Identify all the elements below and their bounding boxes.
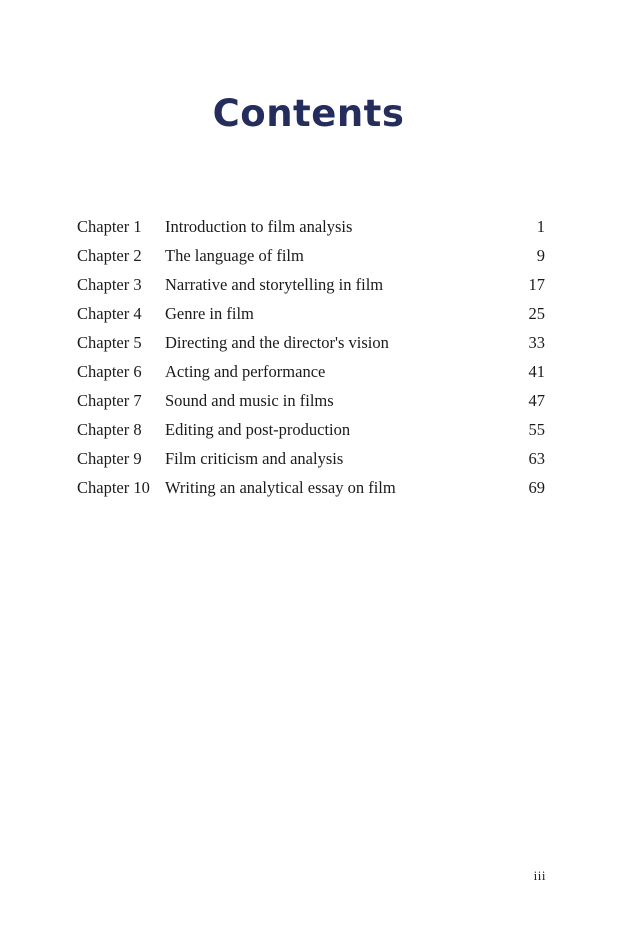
toc-chapter-label: Chapter 7 bbox=[77, 391, 142, 410]
toc-chapter-label: Chapter 9 bbox=[77, 449, 142, 468]
list-item[interactable] bbox=[77, 386, 545, 415]
toc-entry-title: Genre in film bbox=[165, 304, 254, 323]
toc-page-number: 1 bbox=[536, 217, 545, 236]
toc-chapter-label: Chapter 8 bbox=[77, 420, 142, 439]
list-item[interactable] bbox=[77, 473, 545, 502]
list-item[interactable] bbox=[77, 212, 545, 241]
toc-page-number: 69 bbox=[528, 478, 545, 497]
toc-entry-title: Directing and the director's vision bbox=[165, 333, 389, 352]
toc-page-number: 33 bbox=[528, 333, 545, 352]
toc-entry-title: Film criticism and analysis bbox=[165, 449, 344, 468]
toc-page-number: 25 bbox=[528, 304, 545, 323]
toc-entry-title: The language of film bbox=[165, 246, 304, 265]
toc-chapter-label: Chapter 4 bbox=[77, 304, 142, 323]
toc-page-number: 47 bbox=[528, 391, 545, 410]
table-of-contents bbox=[77, 212, 545, 502]
toc-entry-title: Introduction to film analysis bbox=[165, 217, 353, 236]
toc-chapter-label: Chapter 6 bbox=[77, 362, 142, 381]
toc-page-number: 63 bbox=[528, 449, 545, 468]
toc-entry-title: Acting and performance bbox=[165, 362, 326, 381]
list-item[interactable] bbox=[77, 357, 545, 386]
toc-page-number: 55 bbox=[528, 420, 545, 439]
toc-chapter-label: Chapter 5 bbox=[77, 333, 142, 352]
toc-entry-title: Narrative and storytelling in film bbox=[165, 275, 384, 294]
list-item[interactable] bbox=[77, 270, 545, 299]
toc-page-number: 17 bbox=[528, 275, 545, 294]
toc-entry-title: Editing and post-production bbox=[165, 420, 351, 439]
toc-chapter-label: Chapter 1 bbox=[77, 217, 142, 236]
toc-chapter-label: Chapter 3 bbox=[77, 275, 142, 294]
page-title: Contents bbox=[212, 92, 405, 135]
list-item[interactable] bbox=[77, 241, 545, 270]
list-item[interactable] bbox=[77, 415, 545, 444]
page-folio: iii bbox=[533, 868, 546, 883]
list-item[interactable] bbox=[77, 299, 545, 328]
toc-page-number: 41 bbox=[528, 362, 545, 381]
toc-chapter-label: Chapter 2 bbox=[77, 246, 142, 265]
toc-page-number: 9 bbox=[536, 246, 545, 265]
list-item[interactable] bbox=[77, 328, 545, 357]
list-item[interactable] bbox=[77, 444, 545, 473]
toc-entry-title: Writing an analytical essay on film bbox=[165, 478, 396, 497]
toc-chapter-label: Chapter 10 bbox=[77, 478, 150, 497]
toc-entry-title: Sound and music in films bbox=[165, 391, 334, 410]
